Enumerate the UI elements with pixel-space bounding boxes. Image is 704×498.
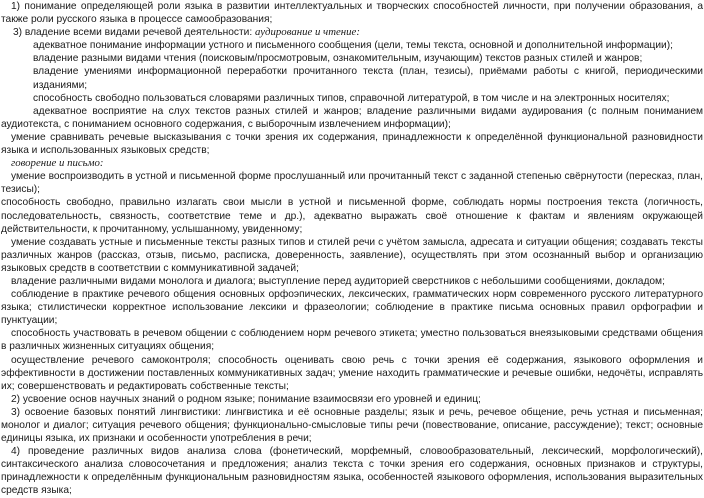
paragraph: умение создавать устные и письменные тексты разных типов и стилей речи с учётом замысла, адресата и ситуации общения; создавать тексты различных жанров (рассказ, отзыв, письмо, расписка, доверенность, заявление), осуществлять при этом осознанный выбор и организацию языковых средств в соответствии с коммуникативной задачей; [1, 236, 703, 274]
paragraph: 4) проведение различных видов анализа слова (фонетический, морфемный, словообразовательный, лексический, морфологический), синтаксического анализа словосочетания и предложения; анализ текста с точки зрения его содержания, основных признаков и структуры, принадлежности к определённым функциональным разновидностям языка, особенностей языкового оформления, использования выразительных средств языка; [1, 446, 703, 497]
paragraph: 1) понимание определяющей роли языка в развитии интеллектуальных и творческих способностей личности, при получении образования, а также роли русского языка в процессе самообразования; [1, 1, 703, 26]
paragraph: способность свободно, правильно излагать свои мысли в устной и письменной форме, соблюдать нормы построения текста (логичность, последовательность, связность, соответствие теме и др.), адекватно выражать своё отношение к фактам и явлениям окружающей действительности, к прочитанному, услышанному, увиденному; [1, 197, 703, 235]
paragraph [1, 157, 703, 170]
paragraph: владение различными видами монолога и диалога; выступление перед аудиторией сверстников с небольшими сообщениями, докладом; [11, 275, 665, 287]
paragraph: умение сравнивать речевые высказывания с точки зрения их содержания, принадлежности к определённой функциональной разновидности языка и использованных языковых средств; [1, 131, 703, 157]
paragraph: соблюдение в практике речевого общения основных орфоэпических, лексических, грамматических норм современного русского литературного языка; стилистически корректное использование лексики и фразеологии; соблюдение в практике письма основных правил орфографии и пунктуации; [1, 289, 703, 327]
paragraph: 3) владение всеми видами речевой деятельности: аудирование и чтение: [13, 26, 360, 39]
paragraph: 2) усвоение основ научных знаний о родном языке; понимание взаимосвязи его уровней и единиц; [11, 393, 481, 405]
paragraph: умение воспроизводить в устной и письменной форме прослушанный или прочитанный текст с заданной степенью свёрнутости (пересказ, план, тезисы); [1, 171, 703, 196]
paragraph: владение умениями информационной переработки прочитанного текста (план, тезисы), приёмами работы с книгой, периодическими изданиями; [33, 66, 703, 91]
paragraph: способность участвовать в речевом общении с соблюдением норм речевого этикета; уместно пользоваться внеязыковыми средствами общения в различных жизненных ситуациях общения; [1, 328, 703, 353]
paragraph: 3) освоение базовых понятий лингвистики: лингвистика и её основные разделы; язык и речь, речевое общение, речь устная и письменная; монолог и диалог; ситуация речевого общения; функционально-смысловые типы речи (повествование, описание, рассуждение); текст; основные единицы языка, их признаки и особенности употребления в речи; [1, 406, 703, 445]
paragraph: способность свободно пользоваться словарями различных типов, справочной литературой, в том числе и на электронных носителях; [33, 92, 670, 104]
paragraph: адекватное понимание информации устного и письменного сообщения (цели, темы текста, основной и дополнительной информации); [33, 40, 673, 52]
italic-subheading: аудирование и чтение: [255, 26, 360, 39]
paragraph: осуществление речевого самоконтроля; способность оценивать свою речь с точки зрения её содержания, языкового оформления и эффективности в достижении поставленных коммуникативных задач; умение находить грамматические и речевые ошибки, недочёты, исправлять их; совершенствовать и редактировать собственные тексты; [1, 354, 703, 392]
italic-subheading: говорение и письмо: [11, 157, 104, 170]
paragraph: владение разными видами чтения (поисковым/просмотровым, ознакомительным, изучающим) текстов разных стилей и жанров; [33, 53, 643, 65]
paragraph: адекватное восприятие на слух текстов разных стилей и жанров; владение различными видами аудирования (с полным пониманием аудиотекста, с пониманием основного содержания, с выборочным извлечением информации); [1, 105, 703, 130]
